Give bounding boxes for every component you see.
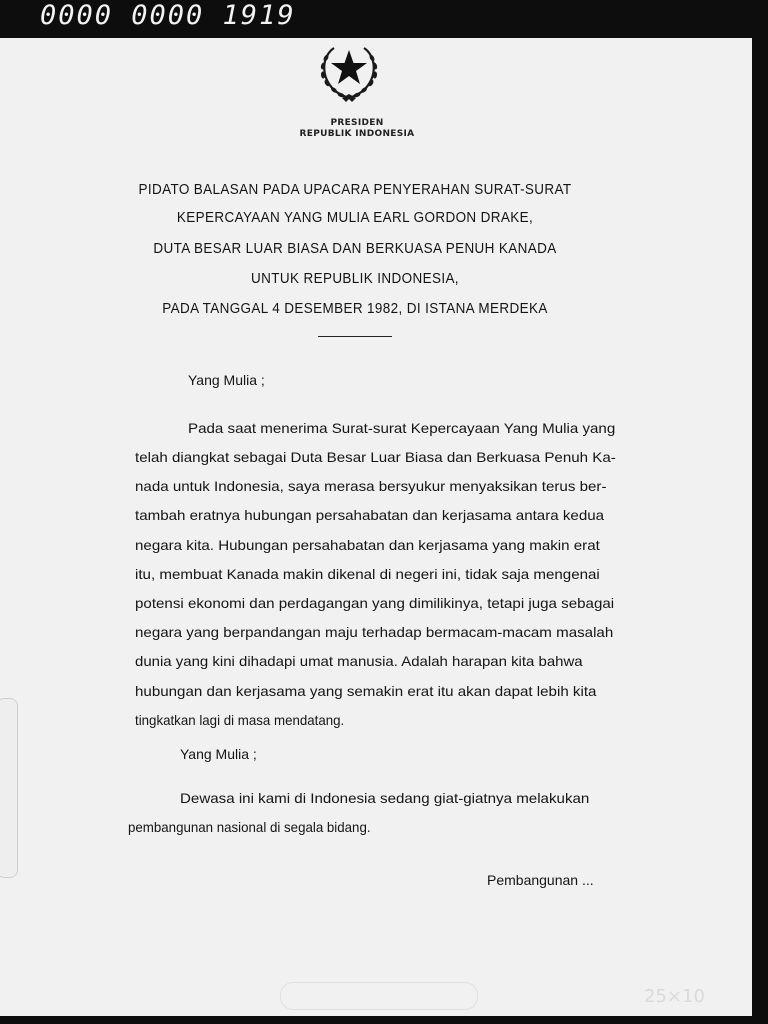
paragraph-line: negara kita. Hubungan persahabatan dan kerjasama yang makin erat <box>135 537 600 553</box>
paragraph-line: itu, membuat Kanada makin dikenal di negeri ini, tidak saja mengenai <box>135 566 600 582</box>
title-line: DUTA BESAR LUAR BIASA DAN BERKUASA PENUH KANADA <box>153 241 557 257</box>
title-underline-divider <box>318 336 392 337</box>
paragraph-line: telah diangkat sebagai Duta Besar Luar Biasa dan Berkuasa Penuh Ka- <box>135 449 616 465</box>
paragraph-line: potensi ekonomi dan perdagangan yang dimilikinya, tetapi juga sebagai <box>135 595 615 611</box>
title-line: PIDATO BALASAN PADA UPACARA PENYERAHAN SURAT-SURAT <box>138 182 572 198</box>
title-line: UNTUK REPUBLIK INDONESIA, <box>251 271 459 287</box>
document-page <box>0 38 752 1016</box>
paragraph-line: Dewasa ini kami di Indonesia sedang giat-giatnya melakukan <box>180 790 590 806</box>
paragraph-line: Pada saat menerima Surat-surat Kepercayaan Yang Mulia yang <box>188 420 616 436</box>
paragraph-line: hubungan dan kerjasama yang semakin erat itu akan dapat lebih kita <box>135 683 597 699</box>
paragraph-line: tingkatkan lagi di masa mendatang. <box>135 712 345 728</box>
star-wreath-emblem-icon <box>312 38 386 104</box>
binding-mark <box>0 698 18 878</box>
title-line: PADA TANGGAL 4 DESEMBER 1982, DI ISTANA MERDEKA <box>162 301 548 317</box>
salutation: Yang Mulia ; <box>180 746 257 762</box>
salutation: Yang Mulia ; <box>188 372 265 388</box>
title-line: KEPERCAYAAN YANG MULIA EARL GORDON DRAKE, <box>176 210 534 226</box>
continuation-catchword: Pembangunan ... <box>487 872 594 888</box>
frame-number: 25×10 <box>644 986 705 1007</box>
paragraph-line: nada untuk Indonesia, saya merasa bersyukur menyaksikan terus ber- <box>135 478 607 494</box>
letterhead-line-1: PRESIDEN <box>330 118 384 128</box>
paragraph-line: dunia yang kini dihadapi umat manusia. Adalah harapan kita bahwa <box>135 653 583 669</box>
letterhead-line-2: REPUBLIK INDONESIA <box>299 129 415 139</box>
film-reel-code: 0000 0000 1919 <box>40 0 296 31</box>
paper-fold-mark <box>280 982 478 1010</box>
paragraph-line: pembangunan nasional di segala bidang. <box>128 819 371 835</box>
paragraph-line: negara yang berpandangan maju terhadap bermacam-macam masalah <box>135 624 614 640</box>
paragraph-line: tambah eratnya hubungan persahabatan dan kerjasama antara kedua <box>135 507 605 523</box>
